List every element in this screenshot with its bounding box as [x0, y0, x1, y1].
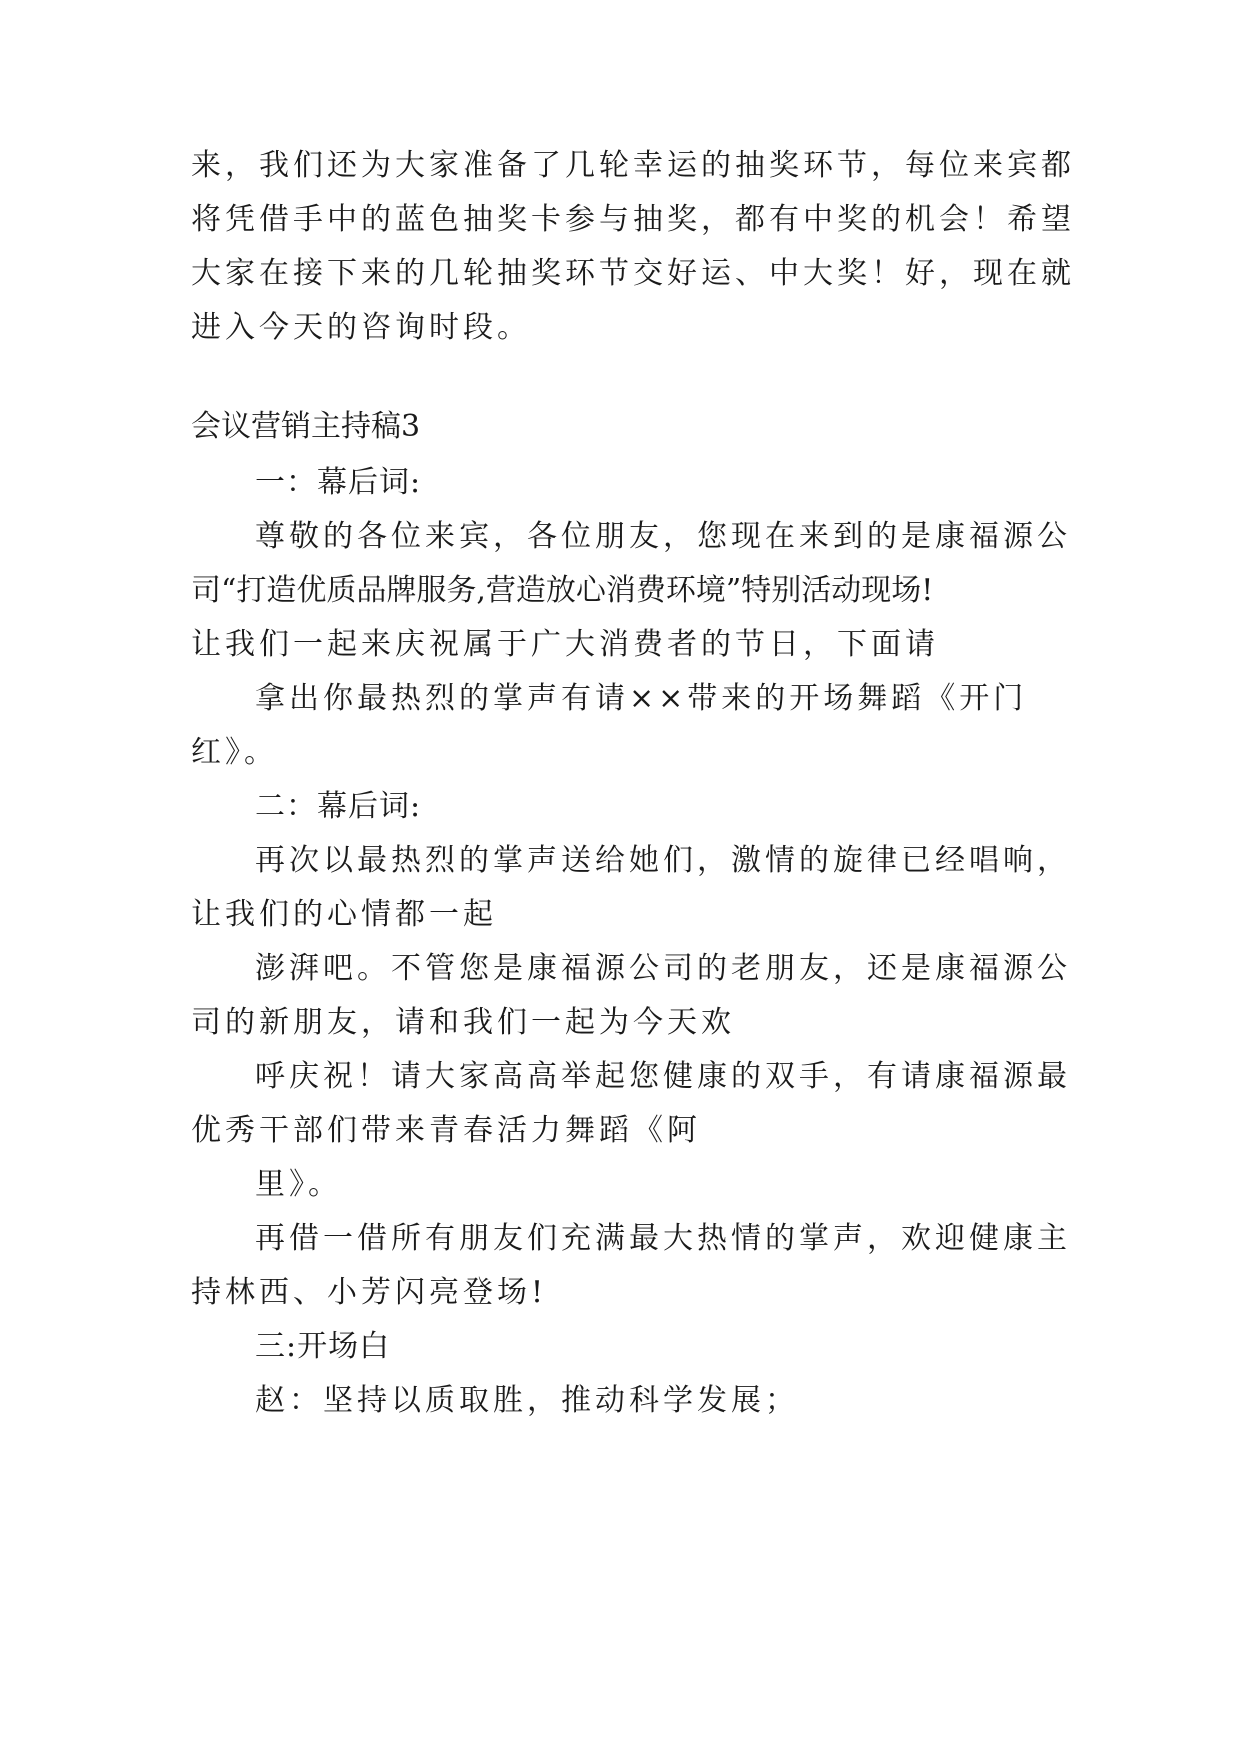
section-one-line-4: 拿出你最热烈的掌声有请××带来的开场舞蹈《开门 — [255, 681, 1028, 716]
section-one-line-5: 红》。 — [191, 735, 278, 770]
section-two-line-4: 司的新朋友，请和我们一起为今天欢 — [191, 1005, 735, 1040]
section-two-line-6: 优秀干部们带来青春活力舞蹈《阿 — [191, 1113, 701, 1148]
section-two-line-9: 持林西、小芳闪亮登场! — [191, 1275, 548, 1310]
section-one-line-1: 尊敬的各位来宾，各位朋友，您现在来到的是康福源公 — [255, 519, 1071, 554]
section-two-line-7: 里》。 — [255, 1167, 342, 1202]
section-title: 会议营销主持稿3 — [191, 409, 421, 444]
section-two-line-5: 呼庆祝！请大家高高举起您健康的双手，有请康福源最 — [255, 1059, 1071, 1094]
section-one-line-3: 让我们一起来庆祝属于广大消费者的节日，下面请 — [191, 627, 939, 662]
intro-line-3: 大家在接下来的几轮抽奖环节交好运、中大奖！好，现在就 — [191, 256, 1075, 291]
section-one-line-2: 司“打造优质品牌服务,营造放心消费环境”特别活动现场! — [191, 573, 934, 608]
intro-line-2: 将凭借手中的蓝色抽奖卡参与抽奖，都有中奖的机会！希望 — [191, 202, 1075, 237]
section-three-line-1: 赵：坚持以质取胜，推动科学发展； — [255, 1383, 799, 1418]
section-two-heading: 二：幕后词: — [255, 789, 422, 824]
section-three-heading: 三:开场白 — [255, 1329, 391, 1364]
section-two-line-8: 再借一借所有朋友们充满最大热情的掌声，欢迎健康主 — [255, 1221, 1071, 1256]
section-two-line-3: 澎湃吧。不管您是康福源公司的老朋友，还是康福源公 — [255, 951, 1071, 986]
section-one-heading: 一：幕后词: — [255, 465, 422, 500]
intro-line-1: 来，我们还为大家准备了几轮幸运的抽奖环节，每位来宾都 — [191, 148, 1075, 183]
section-two-line-1: 再次以最热烈的掌声送给她们，激情的旋律已经唱响， — [255, 843, 1071, 878]
section-two-line-2: 让我们的心情都一起 — [191, 897, 497, 932]
intro-line-4: 进入今天的咨询时段。 — [191, 310, 531, 345]
